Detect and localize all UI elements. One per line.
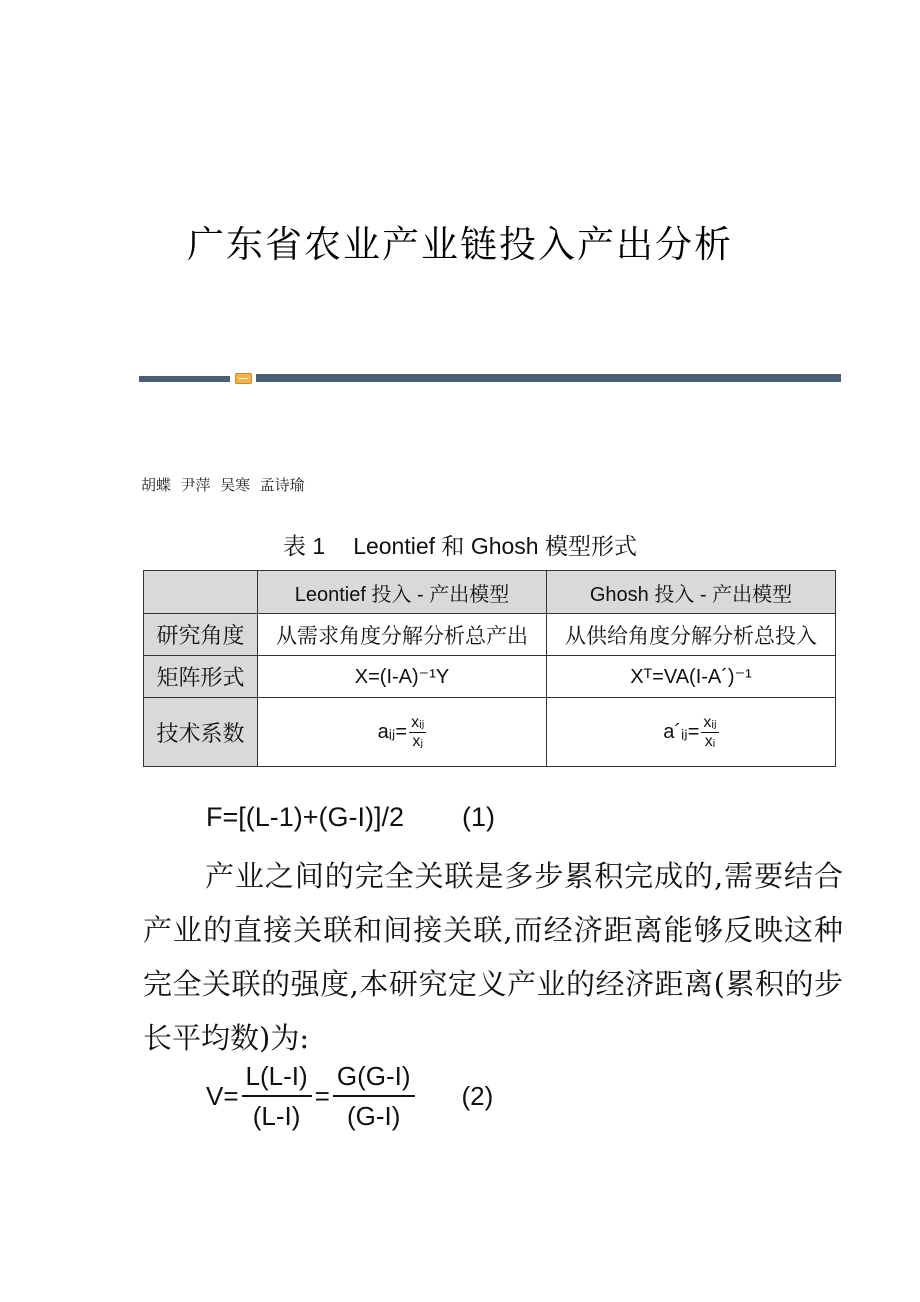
row-label: 技术系数 — [144, 698, 258, 767]
equation-1 — [206, 802, 495, 833]
table-cell: 从供给角度分解分析总投入 — [547, 614, 836, 656]
fraction-denominator: (L-I) — [252, 1101, 301, 1131]
body-paragraph: 产业之间的完全关联是多步累积完成的,需要结合产业的直接关联和间接关联,而经济距离能够反映这种完全关联的强度,本研究定义产业的经济距离(累积的步长平均数)为: — [143, 859, 843, 1055]
table-cell: 从需求角度分解分析总产出 — [258, 614, 547, 656]
table-caption — [0, 528, 920, 561]
leontief-coefficient-formula — [258, 698, 547, 767]
table-header-leontief: Leontief 投入 - 产出模型 — [258, 571, 547, 614]
formula-lhs: a´ᵢⱼ= — [663, 720, 700, 743]
table-row — [144, 698, 836, 767]
ghosh-coefficient-formula — [547, 698, 836, 767]
model-comparison-table — [143, 570, 836, 767]
ghosh-matrix-formula: Xᵀ=VA(I-A´)⁻¹ — [547, 656, 836, 698]
equation-2 — [206, 1060, 493, 1132]
table-header-row — [144, 571, 836, 614]
leontief-matrix-formula: X=(I-A)⁻¹Y — [258, 656, 547, 698]
divider-badge-icon — [235, 373, 252, 384]
table-caption-number: 表 1 — [283, 533, 326, 559]
equation-1-expression: F=[(L-1)+(G-I)]/2 — [206, 802, 405, 832]
fraction-numerator: L(L-I) — [242, 1060, 312, 1097]
fraction — [409, 714, 426, 751]
fraction-denominator: xⱼ — [412, 732, 424, 750]
divider-line-right — [256, 374, 841, 382]
row-label: 研究角度 — [144, 614, 258, 656]
fraction-numerator: G(G-I) — [333, 1060, 415, 1097]
table-caption-text: Leontief 和 Ghosh 模型形式 — [353, 533, 637, 559]
row-label: 矩阵形式 — [144, 656, 258, 698]
fraction-numerator: xᵢⱼ — [703, 713, 717, 731]
fraction-denominator: xᵢ — [704, 732, 716, 750]
divider-line-left — [139, 376, 230, 382]
equation-2-equals: = — [314, 1080, 330, 1111]
equation-2-fraction-2 — [333, 1060, 415, 1132]
table-row — [144, 614, 836, 656]
fraction — [701, 714, 718, 751]
document-title: 广东省农业产业链投入产出分析 — [187, 223, 733, 266]
table-header-ghosh: Ghosh 投入 - 产出模型 — [547, 571, 836, 614]
fraction-denominator: (G-I) — [346, 1101, 401, 1131]
equation-2-fraction-1 — [242, 1060, 312, 1132]
table-row — [144, 656, 836, 698]
equation-2-tag: (2) — [461, 1080, 494, 1111]
table-header-corner — [144, 571, 258, 614]
author-list: 胡蝶 尹萍 吴寒 孟诗瑜 — [141, 476, 305, 494]
equation-2-lhs: V= — [206, 1080, 239, 1111]
fraction-numerator: xᵢⱼ — [411, 713, 425, 731]
formula-lhs: aᵢⱼ= — [377, 720, 408, 743]
equation-1-tag: (1) — [462, 802, 496, 832]
